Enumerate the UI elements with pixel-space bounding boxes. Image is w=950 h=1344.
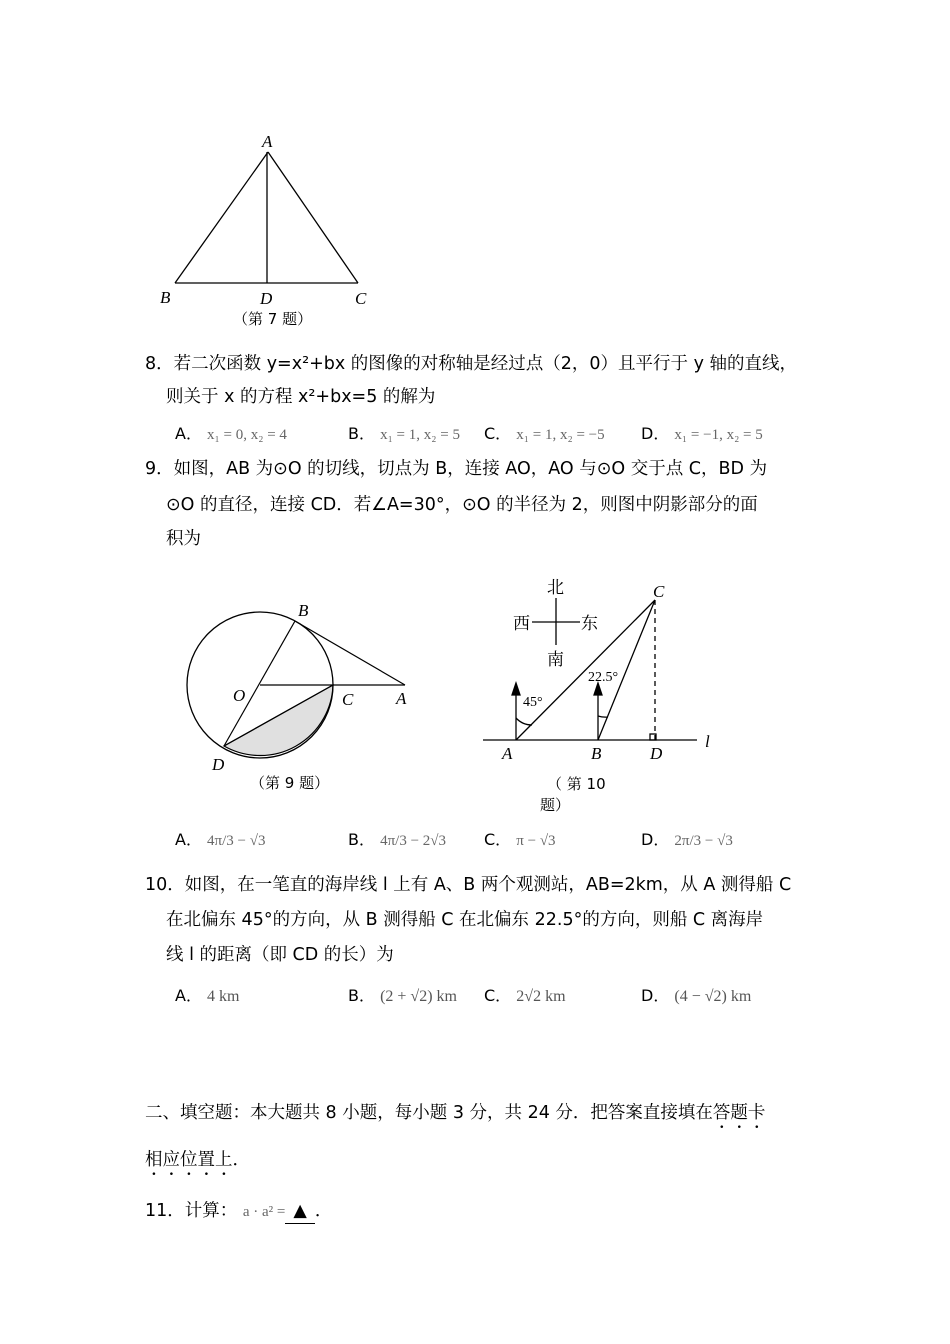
q8-option-d: D． x₁ = −1, x₂ = 5 <box>641 424 763 443</box>
q9-line3: 积为 <box>166 529 201 549</box>
section2-heading-line2: 相应位置上． <box>145 1150 250 1170</box>
compass-east: 东 <box>581 614 598 634</box>
q10-option-c: C． 2√2 km <box>484 986 566 1005</box>
fig7-label-c: C <box>355 289 367 308</box>
q10-option-d: D． (4 − √2) km <box>641 986 752 1005</box>
fig9-label-c: C <box>342 690 354 709</box>
fig9-label-b: B <box>298 601 309 620</box>
figure-7-triangle <box>175 152 358 283</box>
compass-west: 西 <box>513 614 530 634</box>
q9-option-c: C． π − √3 <box>484 830 556 849</box>
fig7-label-b: B <box>160 288 171 307</box>
q9-option-b: B． 4π/3 − 2√3 <box>348 830 447 849</box>
figure-9-circle <box>187 612 405 758</box>
q8-option-c: C． x₁ = 1, x₂ = −5 <box>484 424 605 443</box>
fig7-label-d: D <box>260 289 273 308</box>
q10-line3: 线 l 的距离（即 CD 的长）为 <box>166 945 394 965</box>
q10-option-b: B． (2 + √2) km <box>348 986 457 1005</box>
q8-option-a: A． x₁ = 0, x₂ = 4 <box>175 424 287 443</box>
fig9-label-o: O <box>233 686 246 705</box>
q9-option-d: D． 2π/3 − √3 <box>641 830 733 849</box>
q9-line1: 9．如图，AB 为⊙O 的切线，切点为 B，连接 AO，AO 与⊙O 交于点 C，BD 为 <box>145 459 768 479</box>
fig7-caption: （第 7 题） <box>233 310 313 328</box>
q9-line2: ⊙O 的直径，连接 CD．若∠A=30°，⊙O 的半径为 2，则图中阴影部分的面 <box>166 495 758 515</box>
section2-heading-line1: 二、填空题：本大题共 8 小题，每小题 3 分，共 24 分．把答案直接填在答题卡 <box>145 1103 766 1123</box>
q10-option-a: A． 4 km <box>175 986 240 1005</box>
q8-line2: 则关于 x 的方程 x²+bx=5 的解为 <box>166 387 436 407</box>
fig10-label-d: D <box>650 744 663 763</box>
q8-option-b: B． x₁ = 1, x₂ = 5 <box>348 424 460 443</box>
fig9-caption: （第 9 题） <box>250 774 330 792</box>
fig10-label-b: B <box>591 744 602 763</box>
q11-answer-blank: ▲ <box>285 1199 314 1224</box>
angle-22-5-label: 22.5° <box>588 670 619 685</box>
fig9-label-d: D <box>212 755 225 774</box>
fig9-label-a: A <box>396 689 407 708</box>
fig7-label-a: A <box>262 132 273 151</box>
q10-line2: 在北偏东 45°的方向，从 B 测得船 C 在北偏东 22.5°的方向，则船 C 离海岸 <box>166 910 764 930</box>
q8-line1: 8．若二次函数 y=x²+bx 的图像的对称轴是经过点（2，0）且平行于 y 轴的直线， <box>145 354 798 374</box>
compass-south: 南 <box>547 650 564 670</box>
fig10-label-a: A <box>502 744 513 763</box>
fig10-caption-line2: 题） <box>540 796 571 814</box>
fig10-caption-line1: （ 第 10 <box>547 775 606 793</box>
fig10-label-l: l <box>705 732 710 751</box>
angle-45-label: 45° <box>523 695 543 710</box>
compass-north: 北 <box>547 578 564 598</box>
q10-line1: 10．如图，在一笔直的海岸线 l 上有 A、B 两个观测站，AB=2km，从 A 测得船 C <box>145 875 792 895</box>
fig10-label-c: C <box>653 582 665 601</box>
q11-line: 11．计算： a · a² = ▲ ． <box>145 1199 332 1224</box>
q9-option-a: A． 4π/3 − √3 <box>175 830 266 849</box>
